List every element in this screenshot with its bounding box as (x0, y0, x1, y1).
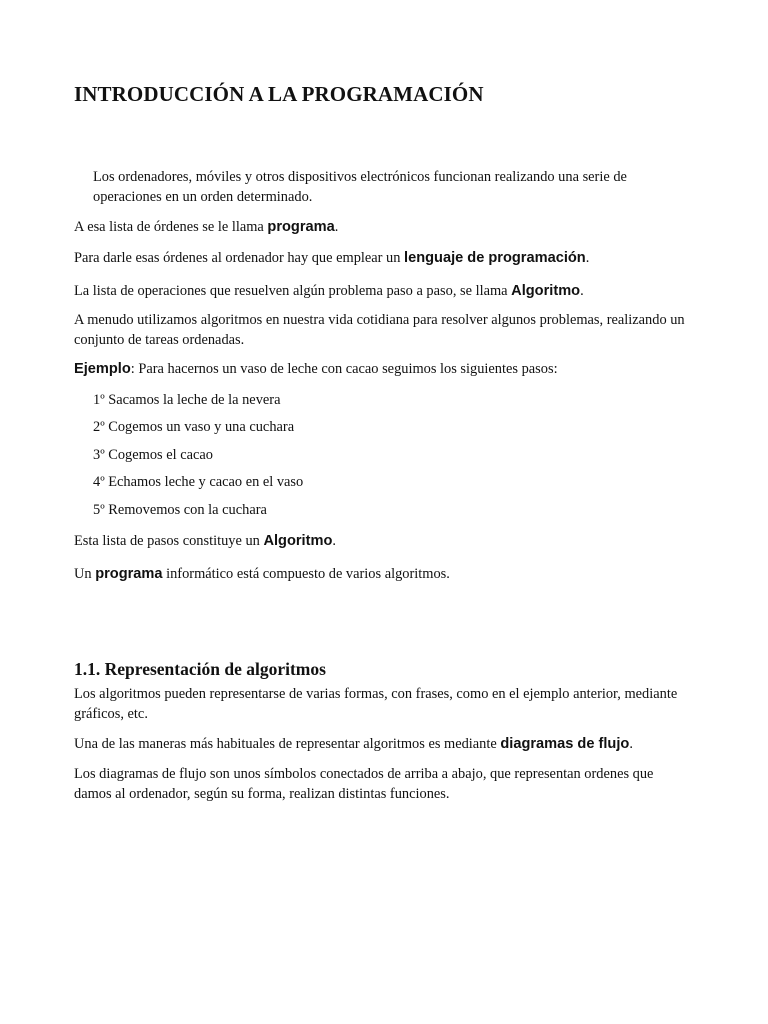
list-item: 3º Cogemos el cacao (93, 447, 213, 463)
keyword-diagramas: diagramas de flujo (500, 736, 630, 752)
keyword-programa-2: programa (95, 566, 163, 582)
example-paragraph (74, 360, 694, 380)
keyword-lenguaje: lenguaje de programación (404, 250, 586, 266)
text: Una de las maneras más habituales de representar algoritmos es mediante (74, 736, 501, 752)
intro-paragraph: Los ordenadores, móviles y otros dispositivos electrónicos funcionan realizando una serie de operaciones en un orden determinado. (93, 169, 627, 205)
section-heading: 1.1. Representación de algoritmos (74, 659, 326, 679)
section-paragraph-3: Los diagramas de flujo son unos símbolos conectados de arriba a abajo, que representan ordenes que damos al ordenador, según su forma, realizan distintas funciones. (74, 766, 654, 802)
text: Para darle esas órdenes al ordenador hay que emplear un (74, 250, 405, 266)
keyword-algoritmo: Algoritmo (511, 283, 581, 299)
keyword-programa: programa (267, 219, 335, 235)
list-item: 4º Echamos leche y cacao en el vaso (93, 474, 304, 490)
text: informático está compuesto de varios algoritmos. (162, 566, 450, 582)
text: . (332, 533, 336, 549)
keyword-algoritmo-2: Algoritmo (263, 533, 333, 549)
section-paragraph-1: Los algoritmos pueden representarse de varias formas, con frases, como en el ejemplo anterior, mediante gráficos, etc. (74, 686, 678, 722)
text: A esa lista de órdenes se le llama (74, 219, 268, 235)
paragraph-programa-informatico (74, 565, 694, 585)
list-item: 5º Removemos con la cuchara (93, 502, 267, 518)
section-paragraph-2 (74, 735, 694, 755)
paragraph-programa (74, 218, 694, 238)
paragraph-cotidiana: A menudo utilizamos algoritmos en nuestra vida cotidiana para resolver algunos problemas, realizando un conjunto de tareas ordenadas. (74, 312, 685, 348)
list-item: 1º Sacamos la leche de la nevera (93, 392, 281, 408)
page-title: INTRODUCCIÓN A LA PROGRAMACIÓN (74, 82, 484, 106)
paragraph-algoritmo (74, 282, 694, 302)
paragraph-lenguaje (74, 249, 694, 269)
list-item: 2º Cogemos un vaso y una cuchara (93, 419, 295, 435)
text: Un (74, 566, 96, 582)
text: . (334, 219, 339, 235)
text: La lista de operaciones que resuelven algún problema paso a paso, se llama (74, 283, 512, 299)
paragraph-lista-pasos (74, 532, 694, 552)
text: . (585, 250, 590, 266)
text: . (580, 283, 584, 299)
keyword-ejemplo: Ejemplo (74, 361, 131, 377)
text: Esta lista de pasos constituye un (74, 533, 264, 549)
text: : Para hacernos un vaso de leche con cacao seguimos los siguientes pasos: (130, 361, 558, 377)
text: . (629, 736, 633, 752)
